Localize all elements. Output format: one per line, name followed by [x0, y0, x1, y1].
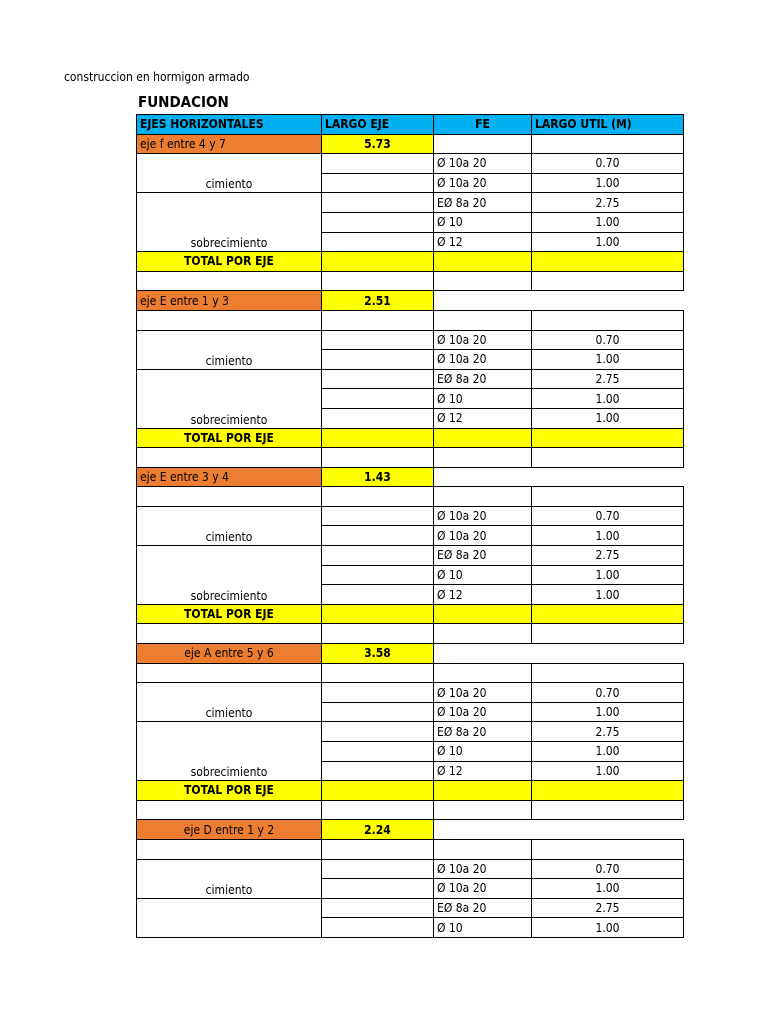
table-row: [137, 859, 684, 879]
empty-cell: [322, 722, 434, 742]
empty-cell: [532, 624, 684, 644]
table-row: [137, 683, 684, 703]
eje-header-row: [137, 467, 684, 487]
util-cell: 1.00: [532, 408, 684, 428]
table-row: [137, 722, 684, 742]
empty-cell: [322, 232, 434, 252]
empty-cell: [322, 252, 434, 272]
empty-cell: [434, 467, 532, 487]
empty-cell: [322, 918, 434, 938]
empty-cell: [137, 448, 322, 468]
total-label: TOTAL POR EJE: [137, 428, 322, 448]
fe-cell: Ø 10a 20: [434, 859, 532, 879]
empty-cell: [434, 839, 532, 859]
total-row: [137, 781, 684, 801]
empty-cell: [532, 467, 684, 487]
table-row: [137, 487, 684, 507]
fe-cell: Ø 10: [434, 212, 532, 232]
empty-cell: [532, 448, 684, 468]
cimiento-label-text: cimiento: [205, 882, 253, 897]
empty-cell: [322, 487, 434, 507]
empty-cell: [322, 565, 434, 585]
eje-header-row: [137, 291, 684, 311]
cimiento-label-text: cimiento: [205, 177, 253, 192]
empty-cell: [137, 624, 322, 644]
total-row: [137, 604, 684, 624]
empty-cell: [137, 487, 322, 507]
table-row: [137, 330, 684, 350]
empty-cell: [322, 683, 434, 703]
eje-name: eje A entre 5 y 6: [137, 644, 322, 664]
table-row: [137, 898, 684, 918]
header-largo-eje: LARGO EJE: [322, 115, 434, 135]
empty-cell: [322, 624, 434, 644]
foundation-table: [136, 114, 684, 938]
fe-cell: EØ 8a 20: [434, 546, 532, 566]
util-cell: 2.75: [532, 898, 684, 918]
empty-cell: [434, 663, 532, 683]
table-row: [137, 546, 684, 566]
empty-cell: [532, 644, 684, 664]
util-cell: 0.70: [532, 683, 684, 703]
cimiento-label: [137, 683, 322, 722]
empty-cell: [532, 800, 684, 820]
header-fe: FE: [434, 115, 532, 135]
sobrecimiento-label-text: sobrecimiento: [190, 588, 268, 603]
empty-cell: [434, 252, 532, 272]
table-row: [137, 624, 684, 644]
util-cell: 1.00: [532, 389, 684, 409]
total-label: TOTAL POR EJE: [137, 604, 322, 624]
util-cell: 0.70: [532, 506, 684, 526]
cimiento-label: [137, 154, 322, 193]
empty-cell: [434, 820, 532, 840]
total-label: TOTAL POR EJE: [137, 252, 322, 272]
empty-cell: [322, 800, 434, 820]
empty-cell: [322, 448, 434, 468]
empty-cell: [322, 271, 434, 291]
fe-cell: Ø 10a 20: [434, 330, 532, 350]
empty-cell: [532, 487, 684, 507]
fe-cell: Ø 10a 20: [434, 173, 532, 193]
empty-cell: [322, 212, 434, 232]
empty-cell: [322, 526, 434, 546]
empty-cell: [137, 800, 322, 820]
util-cell: 1.00: [532, 879, 684, 899]
empty-cell: [434, 800, 532, 820]
util-cell: 1.00: [532, 918, 684, 938]
fe-cell: Ø 10a 20: [434, 506, 532, 526]
empty-cell: [434, 291, 532, 311]
empty-cell: [322, 330, 434, 350]
util-cell: 2.75: [532, 193, 684, 213]
empty-cell: [532, 663, 684, 683]
eje-largo: 2.24: [322, 820, 434, 840]
empty-cell: [532, 310, 684, 330]
fe-cell: EØ 8a 20: [434, 898, 532, 918]
fe-cell: Ø 10a 20: [434, 683, 532, 703]
eje-name: eje D entre 1 y 2: [137, 820, 322, 840]
fe-cell: Ø 12: [434, 408, 532, 428]
table-row: [137, 448, 684, 468]
empty-cell: [434, 310, 532, 330]
cimiento-label: [137, 859, 322, 898]
empty-cell: [137, 839, 322, 859]
header-ejes: EJES HORIZONTALES: [137, 115, 322, 135]
sobrecimiento-label: [137, 369, 322, 428]
document-title: FUNDACION: [138, 93, 229, 111]
empty-cell: [434, 448, 532, 468]
table-row: [137, 193, 684, 213]
sobrecimiento-label-text: sobrecimiento: [190, 765, 268, 780]
total-row: [137, 252, 684, 272]
cimiento-label: [137, 330, 322, 369]
fe-cell: Ø 10a 20: [434, 350, 532, 370]
table-row: [137, 800, 684, 820]
empty-cell: [137, 663, 322, 683]
empty-cell: [322, 859, 434, 879]
empty-cell: [322, 663, 434, 683]
table-row: [137, 839, 684, 859]
eje-name: eje E entre 3 y 4: [137, 467, 322, 487]
empty-cell: [322, 898, 434, 918]
sobrecimiento-label-text: sobrecimiento: [190, 236, 268, 251]
eje-header-row: [137, 820, 684, 840]
eje-largo: 5.73: [322, 134, 434, 154]
sobrecimiento-label-text: sobrecimiento: [190, 412, 268, 427]
cimiento-label-text: cimiento: [205, 706, 253, 721]
util-cell: 1.00: [532, 742, 684, 762]
eje-largo: 2.51: [322, 291, 434, 311]
empty-cell: [322, 193, 434, 213]
empty-cell: [322, 702, 434, 722]
util-cell: 2.75: [532, 546, 684, 566]
util-cell: 2.75: [532, 722, 684, 742]
cimiento-label-text: cimiento: [205, 530, 253, 545]
sobrecimiento-label: [137, 722, 322, 781]
empty-cell: [434, 428, 532, 448]
empty-cell: [532, 781, 684, 801]
util-cell: 0.70: [532, 330, 684, 350]
util-cell: 1.00: [532, 173, 684, 193]
empty-cell: [532, 271, 684, 291]
empty-cell: [322, 761, 434, 781]
sobrecimiento-label: [137, 898, 322, 937]
eje-name: eje E entre 1 y 3: [137, 291, 322, 311]
empty-cell: [322, 154, 434, 174]
fe-cell: Ø 10a 20: [434, 526, 532, 546]
cimiento-label: [137, 506, 322, 545]
table-row: [137, 663, 684, 683]
empty-cell: [532, 820, 684, 840]
fe-cell: Ø 10: [434, 918, 532, 938]
empty-cell: [322, 742, 434, 762]
empty-cell: [532, 839, 684, 859]
util-cell: 1.00: [532, 212, 684, 232]
util-cell: 1.00: [532, 565, 684, 585]
util-cell: 0.70: [532, 859, 684, 879]
fe-cell: EØ 8a 20: [434, 369, 532, 389]
util-cell: 1.00: [532, 232, 684, 252]
fe-cell: Ø 10a 20: [434, 702, 532, 722]
table-row: [137, 154, 684, 174]
eje-header-row: [137, 644, 684, 664]
empty-cell: [137, 310, 322, 330]
empty-cell: [434, 487, 532, 507]
util-cell: 1.00: [532, 761, 684, 781]
header-row: [137, 115, 684, 135]
table-row: [137, 506, 684, 526]
fe-cell: Ø 10: [434, 742, 532, 762]
empty-cell: [322, 350, 434, 370]
eje-name: eje f entre 4 y 7: [137, 134, 322, 154]
empty-cell: [434, 644, 532, 664]
util-cell: 2.75: [532, 369, 684, 389]
sobrecimiento-label: [137, 193, 322, 252]
empty-cell: [322, 408, 434, 428]
fe-cell: EØ 8a 20: [434, 722, 532, 742]
empty-cell: [322, 604, 434, 624]
eje-largo: 3.58: [322, 644, 434, 664]
empty-cell: [434, 624, 532, 644]
empty-cell: [322, 839, 434, 859]
empty-cell: [137, 271, 322, 291]
document-subtitle: construccion en hormigon armado: [64, 70, 250, 84]
empty-cell: [434, 604, 532, 624]
fe-cell: Ø 10a 20: [434, 879, 532, 899]
table-row: [137, 369, 684, 389]
empty-cell: [434, 134, 532, 154]
empty-cell: [434, 271, 532, 291]
empty-cell: [322, 781, 434, 801]
cimiento-label-text: cimiento: [205, 353, 253, 368]
empty-cell: [322, 506, 434, 526]
empty-cell: [322, 546, 434, 566]
util-cell: 1.00: [532, 350, 684, 370]
sobrecimiento-label: [137, 546, 322, 605]
eje-header-row: [137, 134, 684, 154]
empty-cell: [532, 291, 684, 311]
total-label: TOTAL POR EJE: [137, 781, 322, 801]
total-row: [137, 428, 684, 448]
util-cell: 1.00: [532, 702, 684, 722]
header-largo-util: LARGO UTIL (M): [532, 115, 684, 135]
empty-cell: [322, 310, 434, 330]
empty-cell: [322, 879, 434, 899]
empty-cell: [532, 134, 684, 154]
empty-cell: [532, 604, 684, 624]
empty-cell: [532, 252, 684, 272]
eje-largo: 1.43: [322, 467, 434, 487]
empty-cell: [322, 585, 434, 605]
util-cell: 0.70: [532, 154, 684, 174]
empty-cell: [322, 389, 434, 409]
util-cell: 1.00: [532, 526, 684, 546]
fe-cell: EØ 8a 20: [434, 193, 532, 213]
fe-cell: Ø 12: [434, 761, 532, 781]
empty-cell: [322, 369, 434, 389]
fe-cell: Ø 10: [434, 389, 532, 409]
empty-cell: [532, 428, 684, 448]
table-row: [137, 271, 684, 291]
fe-cell: Ø 10a 20: [434, 154, 532, 174]
empty-cell: [434, 781, 532, 801]
empty-cell: [322, 173, 434, 193]
fe-cell: Ø 12: [434, 232, 532, 252]
empty-cell: [322, 428, 434, 448]
table-row: [137, 310, 684, 330]
util-cell: 1.00: [532, 585, 684, 605]
fe-cell: Ø 12: [434, 585, 532, 605]
fe-cell: Ø 10: [434, 565, 532, 585]
